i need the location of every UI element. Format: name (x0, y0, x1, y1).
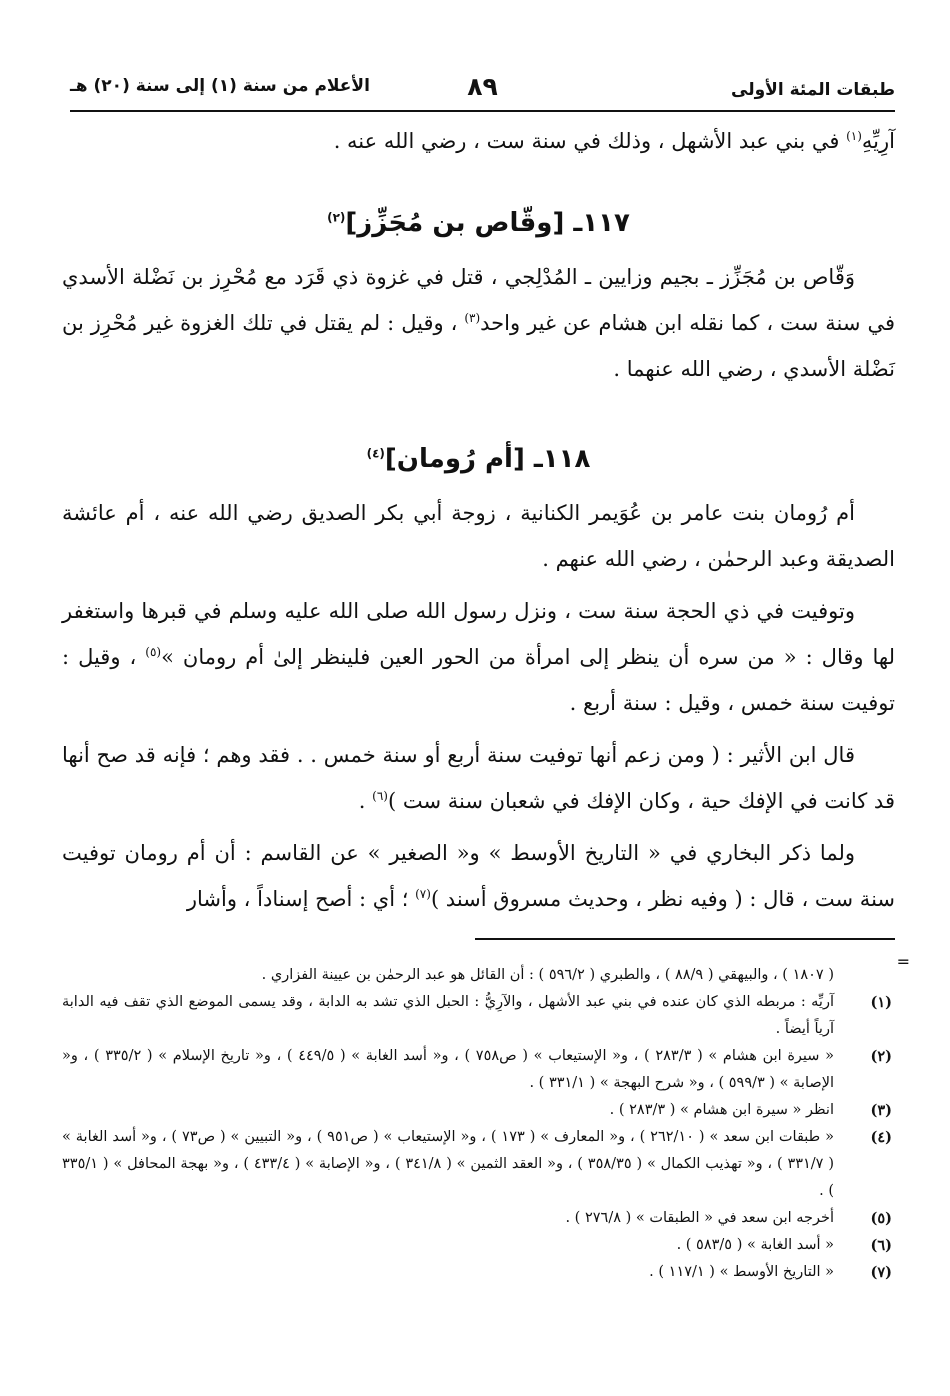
paragraph-continuation (62, 118, 895, 164)
paragraph-text: آرِيِّهِ (861, 129, 895, 153)
paragraph-text: ولما ذكر البخاري في « التاريخ الأوسط » و« الصغير » عن القاسم : أن أم رومان توفيت سنة ست ، قال : ( وفيه نظر ، وحديث مسروق أسند ) (62, 841, 895, 911)
footnote-text: « التاريخ الأوسط » ( ١١٧/١ ) . (649, 1264, 834, 1280)
paragraph-117 (62, 254, 895, 392)
footnote-ref: (١) (846, 129, 862, 143)
footnote-ref: (٤) (366, 446, 385, 461)
footnote-number: (٤) (870, 1129, 892, 1146)
header-section-title: الأعلام من سنة (١) إلى سنة (٢٠) هـ (70, 76, 370, 96)
footnote-separator (475, 938, 895, 940)
heading-text: ١١٧ـ [وقّاص بن مُجَزِّز] (345, 208, 630, 238)
footnote-number: (٥) (870, 1210, 892, 1227)
paragraph-118-3 (62, 732, 895, 824)
paragraph-118-1: أم رُومان بنت عامر بن عُوَيمر الكنانية ، زوجة أبي بكر الصديق رضي الله عنه ، أم عائشة الصديقة وعبد الرحمٰن ، رضي الله عنهم . (62, 501, 895, 571)
footnote-text: « سيرة ابن هشام » ( ٢٨٣/٣ ) ، و« الإستيعاب » ( ص٧٥٨ ) ، و« أسد الغابة » ( ٤٤٩/٥ ) ، و« تاريخ الإسلام » ( ٣٣٥/٢ ) ، و« الإصابة » ( ٥٩٩/٣ ) ، و« شرح البهجة » ( ٣٣١/١ ) . (62, 1048, 834, 1091)
header-book-title: طبقات المئة الأولى (731, 80, 895, 100)
footnote-number: (٧) (870, 1264, 892, 1281)
footnote-number: (٦) (870, 1237, 892, 1254)
paragraph-text: ؛ أي : أصح إسناداً ، وأشار (186, 887, 416, 911)
paragraph-text: . (358, 789, 373, 813)
footnote-text: آريِّه : مربطه الذي كان عنده في بني عبد الأشهل ، والآرِيُّ : الحبل الذي تشد به الدابة ، وقد يسمى الموضع الذي تقف فيه الدابة آرياً أيضاً . (62, 994, 834, 1037)
footnote-text: أخرجه ابن سعد في « الطبقات » ( ٢٧٦/٨ ) . (565, 1210, 834, 1226)
footnote-ref: (٣) (464, 311, 481, 325)
footnote-number: (٣) (870, 1102, 892, 1119)
paragraph-text: قال ابن الأثير : ( ومن زعم أنها توفيت سنة أربع أو سنة خمس . . فقد وهم ؛ فإنه قد صح أنها قد كانت في الإفك حية ، وكان الإفك في شعبان سنة ست ) (62, 743, 895, 813)
footnote-ref: (٢) (327, 210, 346, 225)
paragraph-text: وتوفيت في ذي الحجة سنة ست ، ونزل رسول الله صلى الله عليه وسلم في قبرها واستغفر لها وقال : « من سره أن ينظر إلى امرأة من الحور العين فلينظر إلىٰ أم رومان » (62, 599, 895, 669)
footnote-number: (٢) (870, 1048, 892, 1065)
footnotes (62, 962, 892, 1286)
paragraph-118-4 (62, 830, 895, 922)
footnote-item (62, 1097, 892, 1124)
page-number: ٨٩ (467, 72, 498, 101)
footnote-item (62, 1205, 892, 1232)
footnote-item (62, 1232, 892, 1259)
footnote-continuation-mark: = (896, 952, 910, 971)
footnote-item (62, 1259, 892, 1286)
footnote-item (62, 989, 892, 1043)
footnote-number: (١) (870, 994, 892, 1011)
footnote-ref: (٧) (415, 887, 431, 901)
footnote-ref: (٦) (372, 789, 388, 803)
footnote-continuation: ( ١٨٠٧ ) ، والبيهقي ( ٨٨/٩ ) ، والطبري ( ٥٩٦/٢ ) : أن القائل هو عبد الرحمٰن بن عيينة الفزاري . (261, 967, 834, 983)
footnote-item (62, 1043, 892, 1097)
entry-heading-118 (62, 434, 895, 484)
main-text (62, 118, 895, 922)
paragraph-118-2 (62, 588, 895, 726)
heading-text: ١١٨ـ [أم رُومان] (384, 444, 591, 474)
paragraph-text: في بني عبد الأشهل ، وذلك في سنة ست ، رضي الله عنه . (333, 129, 847, 153)
footnote-text: انظر « سيرة ابن هشام » ( ٢٨٣/٣ ) . (609, 1102, 834, 1118)
footnote-text: « طبقات ابن سعد » ( ٢٦٢/١٠ ) ، و« المعارف » ( ١٧٣ ) ، و« الإستيعاب » ( ص٩٥١ ) ، و« التبيين » ( ص٧٣ ) ، و« أسد الغابة » ( ٣٣١/٧ ) ، و« تهذيب الكمال » ( ٣٥٨/٣٥ ) ، و« العقد الثمين » ( ٣٤١/٨ ) ، و« الإصابة » ( ٤٣٣/٤ ) ، و« بهجة المحافل » ( ٣٣٥/١ ) . (62, 1129, 834, 1199)
footnote-ref: (٥) (145, 645, 162, 659)
footnote-item (62, 1124, 892, 1205)
footnote-text: « أسد الغابة » ( ٥٨٣/٥ ) . (676, 1237, 834, 1253)
paragraph-text: وَقّاص بن مُجَزِّز ـ بجيم وزايين ـ المُدْلِجي ، قتل في غزوة ذي قَرَد مع مُحْرِز بن نَضْلة الأسدي في سنة ست ، كما نقله ابن هشام عن غير واحد (62, 265, 895, 335)
paragraph-text: ، وقيل : لم يقتل في تلك الغزوة غير مُحْرِز بن نَضْلة الأسدي ، رضي الله عنهما . (62, 311, 895, 381)
running-header (70, 70, 895, 112)
entry-heading-117 (62, 198, 895, 248)
paragraph-text: ، وقيل : توفيت سنة خمس ، وقيل : سنة أربع . (62, 645, 895, 715)
